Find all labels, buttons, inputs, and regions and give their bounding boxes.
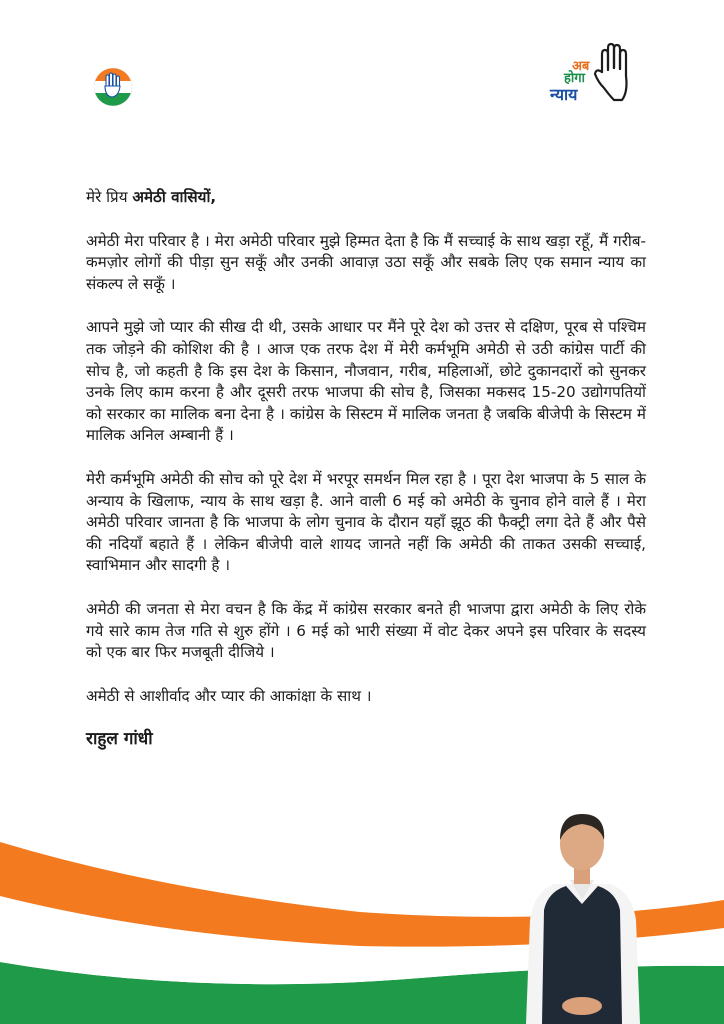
logo-text-nyay: न्याय bbox=[550, 85, 578, 104]
closing-line: अमेठी से आशीर्वाद और प्यार की आकांक्षा के साथ । bbox=[86, 686, 372, 705]
ab-hoga-nyay-logo bbox=[546, 42, 638, 108]
paragraph-2: आपने मुझे जो प्यार की सीख दी थी, उसके आधार पर मैंने पूरे देश को उत्तर से दक्षिण, पूरब से पश्चिम तक जोड़ने की कोशिश की है । आज एक तरफ देश में मेरी कर्मभूमि अमेठी से उठी कांग्रेस पार्टी की सोच है, जो कहती है कि इस देश के किसान, नौजवान, गरीब, महिलाओं, छोटे दुकानदारों को सुनकर उनके लिए काम करना है और दूसरी तरफ भाजपा की सोच है, जिसका मकसद 15-20 उद्योगपतियों को सरकार का मालिक बना देना है । कांग्रेस के सिस्टम में मालिक जनता है जबकि बीजेपी के सिस्टम में मालिक अनिल अम्बानी हैं । bbox=[86, 318, 646, 445]
letter-body bbox=[86, 187, 646, 751]
signature: राहुल गांधी bbox=[86, 729, 153, 750]
paragraph-4: अमेठी की जनता से मेरा वचन है कि केंद्र में कांग्रेस सरकार बनते ही भाजपा द्वारा अमेठी के लिए रोके गये सारे काम तेज गति से शुरु होंगे । 6 मई को भारी संख्या में वोट देकर अपने इस परिवार के सदस्य को एक बार फिर मजबूती दीजिये । bbox=[86, 599, 646, 662]
greeting bbox=[86, 187, 646, 209]
greeting-recipient: अमेठी वासियों, bbox=[132, 188, 217, 206]
portrait-photo bbox=[520, 800, 644, 1024]
paragraph-3: मेरी कर्मभूमि अमेठी की सोच को पूरे देश में भरपूर समर्थन मिल रहा है । पूरा देश भाजपा के 5 साल के अन्याय के खिलाफ, न्याय के साथ खड़ा है. आने वाली 6 मई को अमेठी के चुनाव होने वाले हैं । मेरा अमेठी परिवार जानता है कि भाजपा के लोग चुनाव के दौरान यहाँ झूठ की फैक्ट्री लगा देते हैं और पैसे की नदियाँ बहाते हैं । लेकिन बीजेपी वाले शायद जानते नहीं कि अमेठी की ताकत उसकी सच्चाई, स्वाभिमान और सादगी है । bbox=[86, 469, 646, 575]
logo-text-ab: अब bbox=[572, 59, 590, 74]
paragraph-1: अमेठी मेरा परिवार है । मेरा अमेठी परिवार मुझे हिम्मत देता है कि मैं सच्चाई के साथ खड़ा रहूँ, मैं गरीब-कमज़ोर लोगों की पीड़ा सुन सकूँ और उनकी आवाज़ उठा सकूँ और सबके लिए एक समान न्याय का संकल्प ले सकूँ । bbox=[86, 231, 646, 293]
greeting-prefix: मेरे प्रिय bbox=[86, 188, 133, 206]
hand-symbol-icon bbox=[592, 42, 636, 106]
logo-text-hoga: होगा bbox=[564, 71, 585, 86]
congress-hand-emblem-icon bbox=[92, 66, 134, 108]
